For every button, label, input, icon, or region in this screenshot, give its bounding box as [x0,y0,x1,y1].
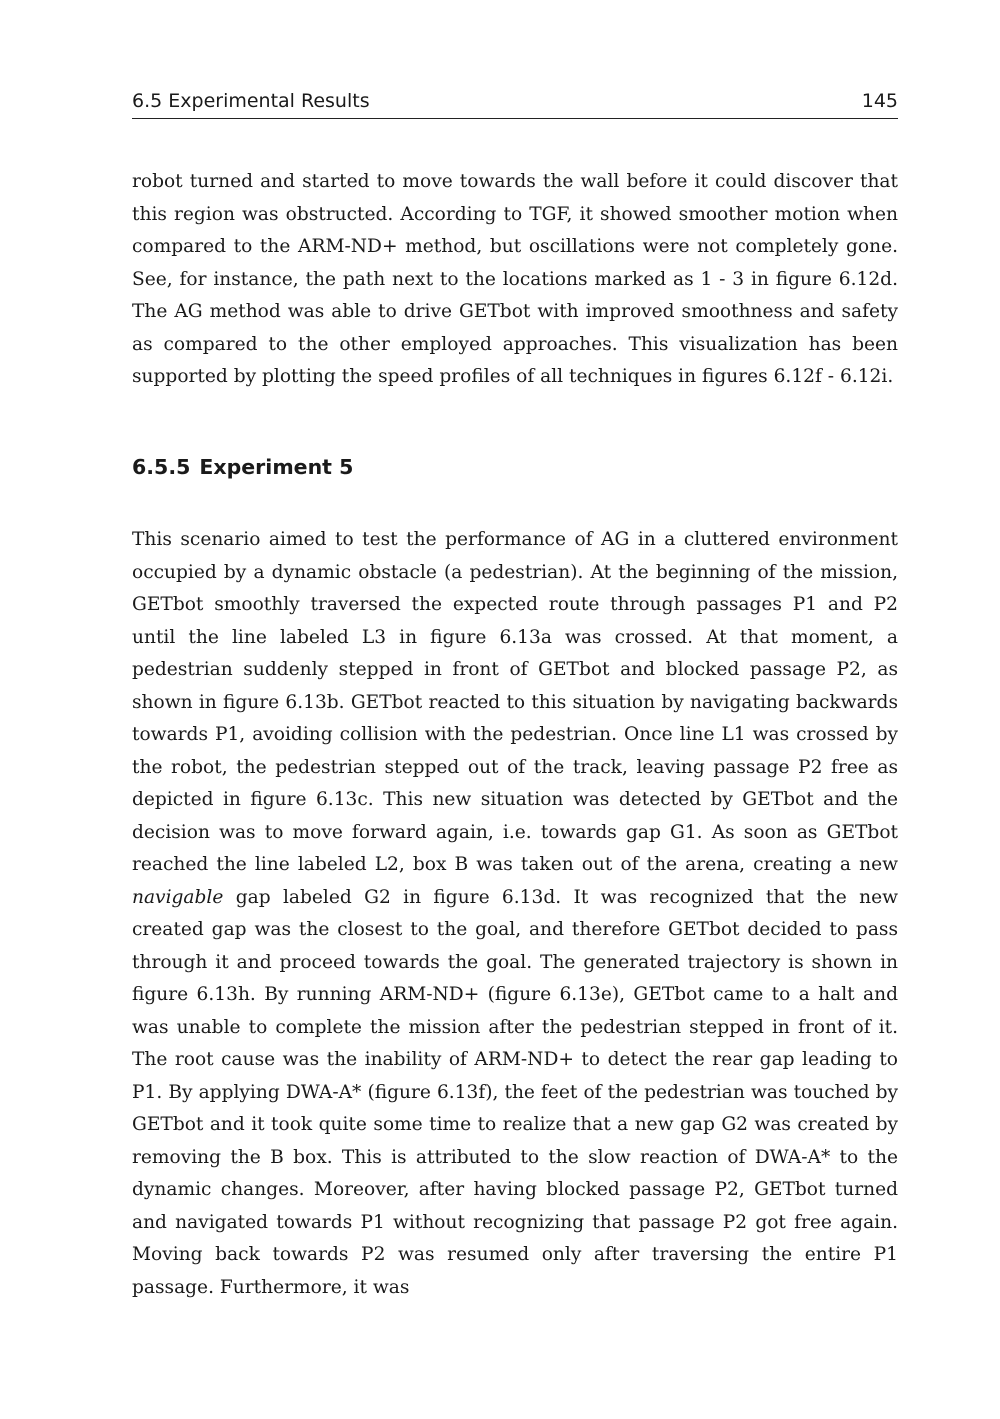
subsection-number: 6.5.5 [132,455,191,479]
subsection-heading [132,455,353,479]
page-number: 145 [861,90,898,112]
running-header [132,88,898,119]
paragraph-text-before-emphasis: This scenario aimed to test the performance of AG in a cluttered environment occupied by a dynamic obstacle (a pedestrian). At the beginning of the mission, GETbot smoothly traversed the expected route through passages P1 and P2 until the line labeled L3 in figure 6.13a was crossed. At that moment, a pedestrian suddenly stepped in front of GETbot and blocked passage P2, as shown in figure 6.13b. GETbot reacted to this situation by navigating backwards towards P1, avoiding collision with the pedestrian. Once line L1 was crossed by the robot, the pedestrian stepped out of the track, leaving passage P2 free as depicted in figure 6.13c. This new situation was detected by GETbot and the decision was to move forward again, i.e. towards gap G1. As soon as GETbot reached the line labeled L2, box B was taken out of the arena, creating a new [132,529,898,875]
paragraph-experiment-5 [132,524,898,1304]
emphasis-navigable: navigable [132,886,224,908]
subsection-title: Experiment 5 [199,455,354,479]
paragraph-text-after-emphasis: gap labeled G2 in figure 6.13d. It was recognized that the new created gap was the closest to the goal, and therefore GETbot decided to pass through it and proceed towards the goal. The generated trajectory is shown in figure 6.13h. By running ARM-ND+ (figure 6.13e), GETbot came to a halt and was unable to complete the mission after the pedestrian stepped in front of it. The root cause was the inability of ARM-ND+ to detect the rear gap leading to P1. By applying DWA-A* (figure 6.13f), the feet of the pedestrian was touched by GETbot and it took quite some time to realize that a new gap G2 was created by removing the B box. This is attributed to the slow reaction of DWA-A* to the dynamic changes. Moreover, after having blocked passage P2, GETbot turned and navigated towards P1 without recognizing that passage P2 got free again. Moving back towards P2 was resumed only after traversing the entire P1 passage. Furthermore, it was [132,886,898,1298]
header-section-title: 6.5 Experimental Results [132,90,370,112]
paragraph-continued: robot turned and started to move towards the wall before it could discover that this region was obstructed. According to TGF, it showed smoother motion when compared to the ARM-ND+ method, but oscillations were not completely gone. See, for instance, the path next to the locations marked as 1 - 3 in figure 6.12d. The AG method was able to drive GETbot with improved smoothness and safety as compared to the other employed approaches. This visualization has been supported by plotting the speed profiles of all techniques in figures 6.12f - 6.12i. [132,171,898,387]
